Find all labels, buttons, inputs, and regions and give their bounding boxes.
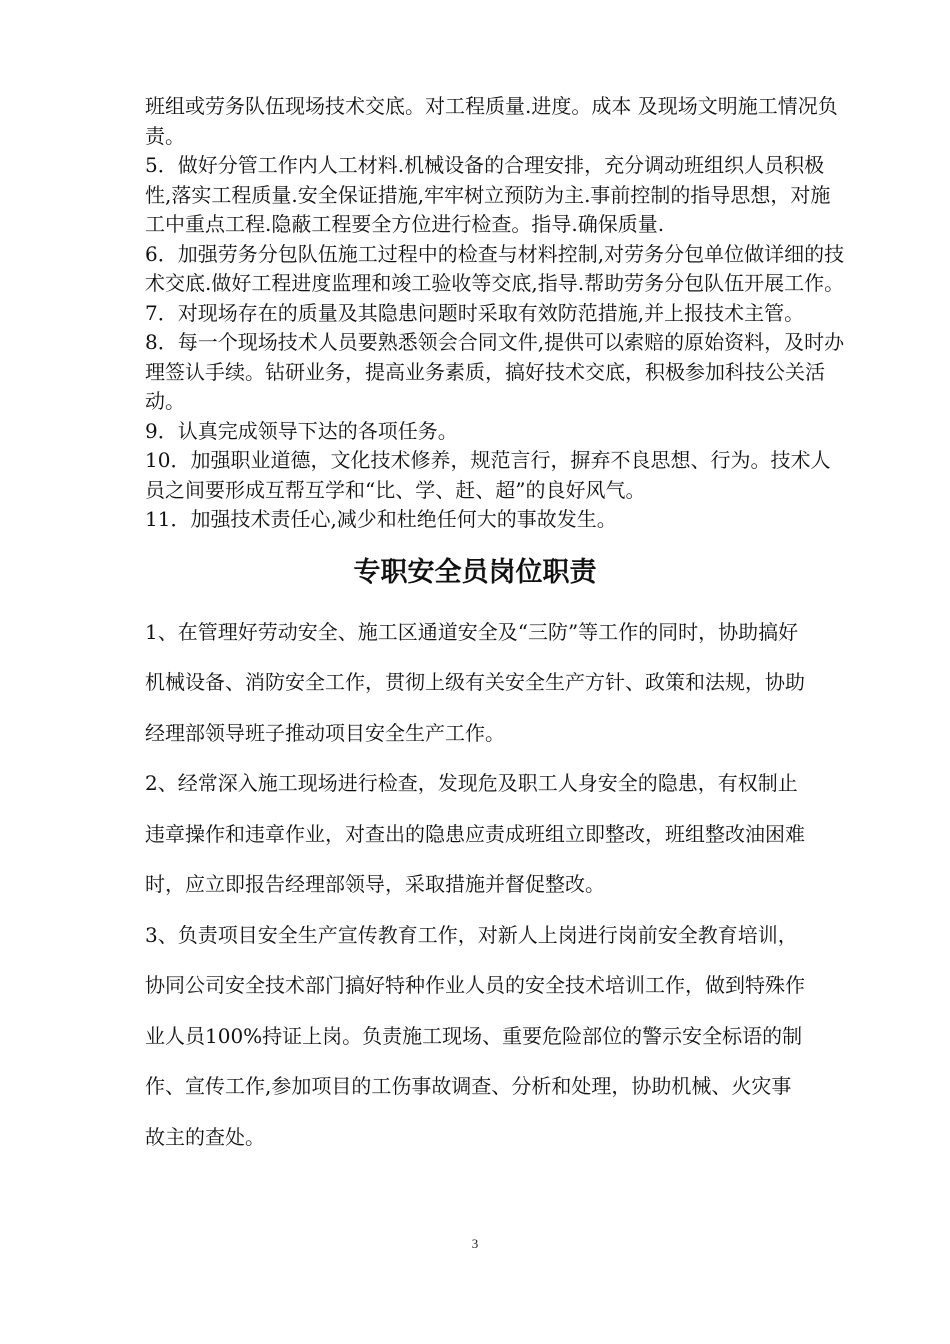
page-content: [145, 92, 845, 1162]
section-title: 专职安全员岗位职责: [353, 556, 597, 588]
paragraph-item-10: 10．加强职业道德，文化技术修养，规范言行，摒弃不良思想、行为。技术人员之间要形成互帮互学和“比、学、赶、超”的良好风气。: [145, 448, 831, 502]
paragraph-item-9: 9．认真完成领导下达的各项任务。: [145, 418, 458, 443]
page-number: 3: [471, 1236, 479, 1251]
paragraph-item-8: 8．每一个现场技术人员要熟悉领会合同文件,提供可以索赔的原始资料，及时办理签认手续。钻研业务，提高业务素质，搞好技术交底，积极参加科技公关活动。: [145, 330, 845, 413]
paragraph-item-7: 7．对现场存在的质量及其隐患问题时采取有效防范措施,并上报技术主管。: [145, 300, 805, 325]
section-paragraph-1: 1、在管理好劳动安全、施工区通道安全及“三防”等工作的同时，协助搞好机械设备、消防安全工作，贯彻上级有关安全生产方针、政策和法规，协助经理部领导班子推动项目安全生产工作。: [145, 619, 805, 745]
section-paragraph-3: 3、负责项目安全生产宣传教育工作，对新人上岗进行岗前安全教育培训，协同公司安全技术部门搞好特种作业人员的安全技术培训工作，做到特殊作业人员100%持证上岗。负责施工现场、重要危险部位的警示安全标语的制作、宣传工作,参加项目的工伤事故调查、分析和处理，协助机械、火灾事故主的查处。: [145, 922, 805, 1149]
section-paragraph-2: 2、经常深入施工现场进行检查，发现危及职工人身安全的隐患，有权制止违章操作和违章作业，对查出的隐患应责成班组立即整改，班组整改油困难时，应立即报告经理部领导，采取措施并督促整改。: [145, 771, 805, 896]
paragraph-item-5: 5．做好分管工作内人工材料.机械设备的合理安排，充分调动班组织人员积极性,落实工程质量.安全保证措施,牢牢树立预防为主.事前控制的指导思想，对施工中重点工程.隐蔽工程要全方位进行检查。指导.确保质量.: [145, 153, 831, 236]
paragraph-item-6: 6．加强劳务分包队伍施工过程中的检查与材料控制,对劳务分包单位做详细的技术交底.做好工程进度监理和竣工验收等交底,指导.帮助劳务分包队伍开展工作。: [145, 241, 845, 295]
paragraph-item-11: 11．加强技术责任心,减少和杜绝任何大的事故发生。: [145, 507, 617, 531]
section-body: [145, 607, 845, 1163]
paragraph-intro-continued: 班组或劳务队伍现场技术交底。对工程质量.进度。成本 及现场文明施工情况负责。: [145, 94, 838, 148]
